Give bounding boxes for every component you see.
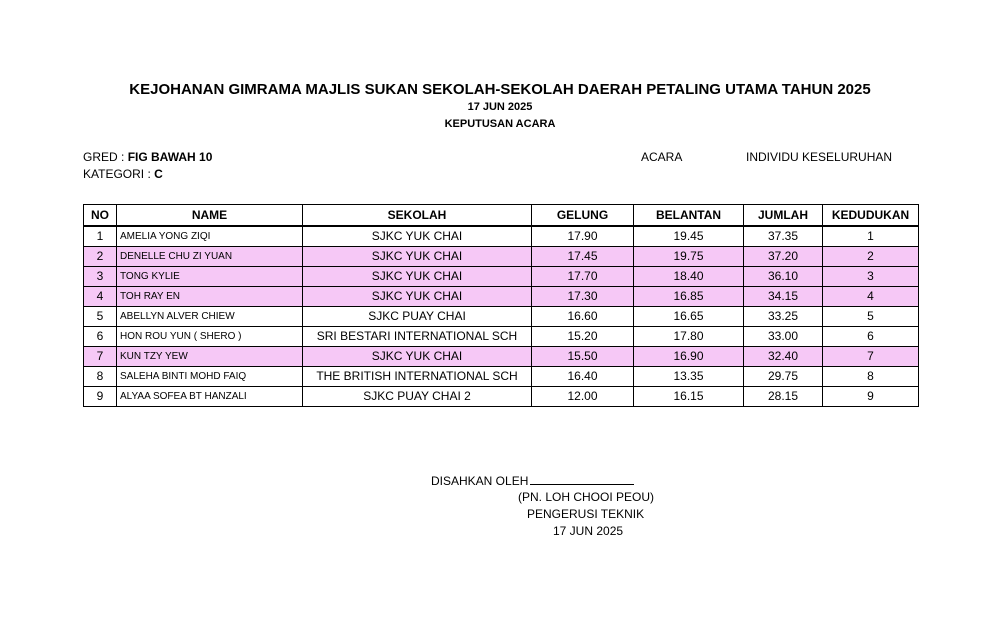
cell-name: AMELIA YONG ZIQI <box>117 226 303 247</box>
cell-belantan: 19.75 <box>634 247 744 267</box>
table-row <box>84 287 919 307</box>
cell-name: KUN TZY YEW <box>117 347 303 367</box>
cell-name: SALEHA BINTI MOHD FAIQ <box>117 367 303 387</box>
cell-jumlah: 37.35 <box>744 226 823 247</box>
signature-label: DISAHKAN OLEH <box>431 474 529 488</box>
cell-belantan: 18.40 <box>634 267 744 287</box>
signature-date: 17 JUN 2025 <box>553 524 624 538</box>
cell-name: DENELLE CHU ZI YUAN <box>117 247 303 267</box>
cell-name: TONG KYLIE <box>117 267 303 287</box>
cell-sekolah: SJKC PUAY CHAI 2 <box>303 387 532 407</box>
results-body <box>84 226 919 407</box>
cell-belantan: 16.90 <box>634 347 744 367</box>
cell-no: 3 <box>84 267 117 287</box>
cell-gelung: 16.40 <box>532 367 634 387</box>
cell-gelung: 17.70 <box>532 267 634 287</box>
cell-jumlah: 37.20 <box>744 247 823 267</box>
kategori-line <box>83 167 163 181</box>
page-subtitle: KEPUTUSAN ACARA <box>444 118 556 130</box>
event-date: 17 JUN 2025 <box>467 101 533 113</box>
signer-name: (PN. LOH CHOOI PEOU) <box>518 490 655 504</box>
cell-belantan: 16.15 <box>634 387 744 407</box>
signature-underline <box>530 473 634 485</box>
cell-belantan: 13.35 <box>634 367 744 387</box>
header-kedudukan: KEDUDUKAN <box>823 205 919 227</box>
cell-gelung: 15.50 <box>532 347 634 367</box>
header-belantan: BELANTAN <box>634 205 744 227</box>
cell-gelung: 17.45 <box>532 247 634 267</box>
cell-jumlah: 29.75 <box>744 367 823 387</box>
cell-jumlah: 36.10 <box>744 267 823 287</box>
cell-kedudukan: 9 <box>823 387 919 407</box>
table-row <box>84 327 919 347</box>
cell-sekolah: SJKC YUK CHAI <box>303 347 532 367</box>
cell-name: TOH RAY EN <box>117 287 303 307</box>
cell-belantan: 17.80 <box>634 327 744 347</box>
cell-kedudukan: 2 <box>823 247 919 267</box>
header-no: NO <box>84 205 117 227</box>
cell-jumlah: 28.15 <box>744 387 823 407</box>
header-jumlah: JUMLAH <box>744 205 823 227</box>
cell-no: 6 <box>84 327 117 347</box>
kategori-value: C <box>154 167 163 181</box>
cell-sekolah: SJKC YUK CHAI <box>303 267 532 287</box>
gred-label: GRED : <box>83 150 125 164</box>
cell-gelung: 12.00 <box>532 387 634 407</box>
cell-sekolah: SJKC YUK CHAI <box>303 247 532 267</box>
kategori-label: KATEGORI : <box>83 167 151 181</box>
cell-belantan: 16.85 <box>634 287 744 307</box>
cell-name: HON ROU YUN ( SHERO ) <box>117 327 303 347</box>
table-row <box>84 367 919 387</box>
header-sekolah: SEKOLAH <box>303 205 532 227</box>
cell-no: 1 <box>84 226 117 247</box>
cell-belantan: 19.45 <box>634 226 744 247</box>
cell-sekolah: SJKC PUAY CHAI <box>303 307 532 327</box>
cell-kedudukan: 6 <box>823 327 919 347</box>
results-table <box>83 204 919 407</box>
table-row <box>84 347 919 367</box>
cell-name: ABELLYN ALVER CHIEW <box>117 307 303 327</box>
cell-belantan: 16.65 <box>634 307 744 327</box>
cell-no: 2 <box>84 247 117 267</box>
cell-kedudukan: 7 <box>823 347 919 367</box>
page-title: KEJOHANAN GIMRAMA MAJLIS SUKAN SEKOLAH-SEKOLAH DAERAH PETALING UTAMA TAHUN 2025 <box>129 81 871 98</box>
cell-sekolah: SJKC YUK CHAI <box>303 226 532 247</box>
table-row <box>84 247 919 267</box>
cell-jumlah: 34.15 <box>744 287 823 307</box>
cell-no: 4 <box>84 287 117 307</box>
cell-kedudukan: 3 <box>823 267 919 287</box>
cell-name: ALYAA SOFEA BT HANZALI <box>117 387 303 407</box>
table-row <box>84 387 919 407</box>
cell-gelung: 15.20 <box>532 327 634 347</box>
cell-sekolah: SJKC YUK CHAI <box>303 287 532 307</box>
cell-jumlah: 32.40 <box>744 347 823 367</box>
cell-kedudukan: 4 <box>823 287 919 307</box>
table-row <box>84 226 919 247</box>
cell-kedudukan: 1 <box>823 226 919 247</box>
cell-no: 5 <box>84 307 117 327</box>
gred-line <box>83 150 212 164</box>
cell-sekolah: THE BRITISH INTERNATIONAL SCH <box>303 367 532 387</box>
cell-gelung: 17.30 <box>532 287 634 307</box>
table-header-row <box>84 205 919 227</box>
signer-role: PENGERUSI TEKNIK <box>527 507 645 521</box>
table-row <box>84 307 919 327</box>
cell-sekolah: SRI BESTARI INTERNATIONAL SCH <box>303 327 532 347</box>
cell-no: 9 <box>84 387 117 407</box>
gred-value: FIG BAWAH 10 <box>127 150 213 164</box>
cell-jumlah: 33.00 <box>744 327 823 347</box>
signature-line <box>431 473 634 488</box>
cell-kedudukan: 8 <box>823 367 919 387</box>
cell-no: 8 <box>84 367 117 387</box>
header-name: NAME <box>117 205 303 227</box>
cell-gelung: 17.90 <box>532 226 634 247</box>
cell-kedudukan: 5 <box>823 307 919 327</box>
cell-no: 7 <box>84 347 117 367</box>
header-gelung: GELUNG <box>532 205 634 227</box>
acara-value: INDIVIDU KESELURUHAN <box>746 150 893 164</box>
acara-label: ACARA <box>641 150 683 164</box>
table-row <box>84 267 919 287</box>
cell-gelung: 16.60 <box>532 307 634 327</box>
cell-jumlah: 33.25 <box>744 307 823 327</box>
